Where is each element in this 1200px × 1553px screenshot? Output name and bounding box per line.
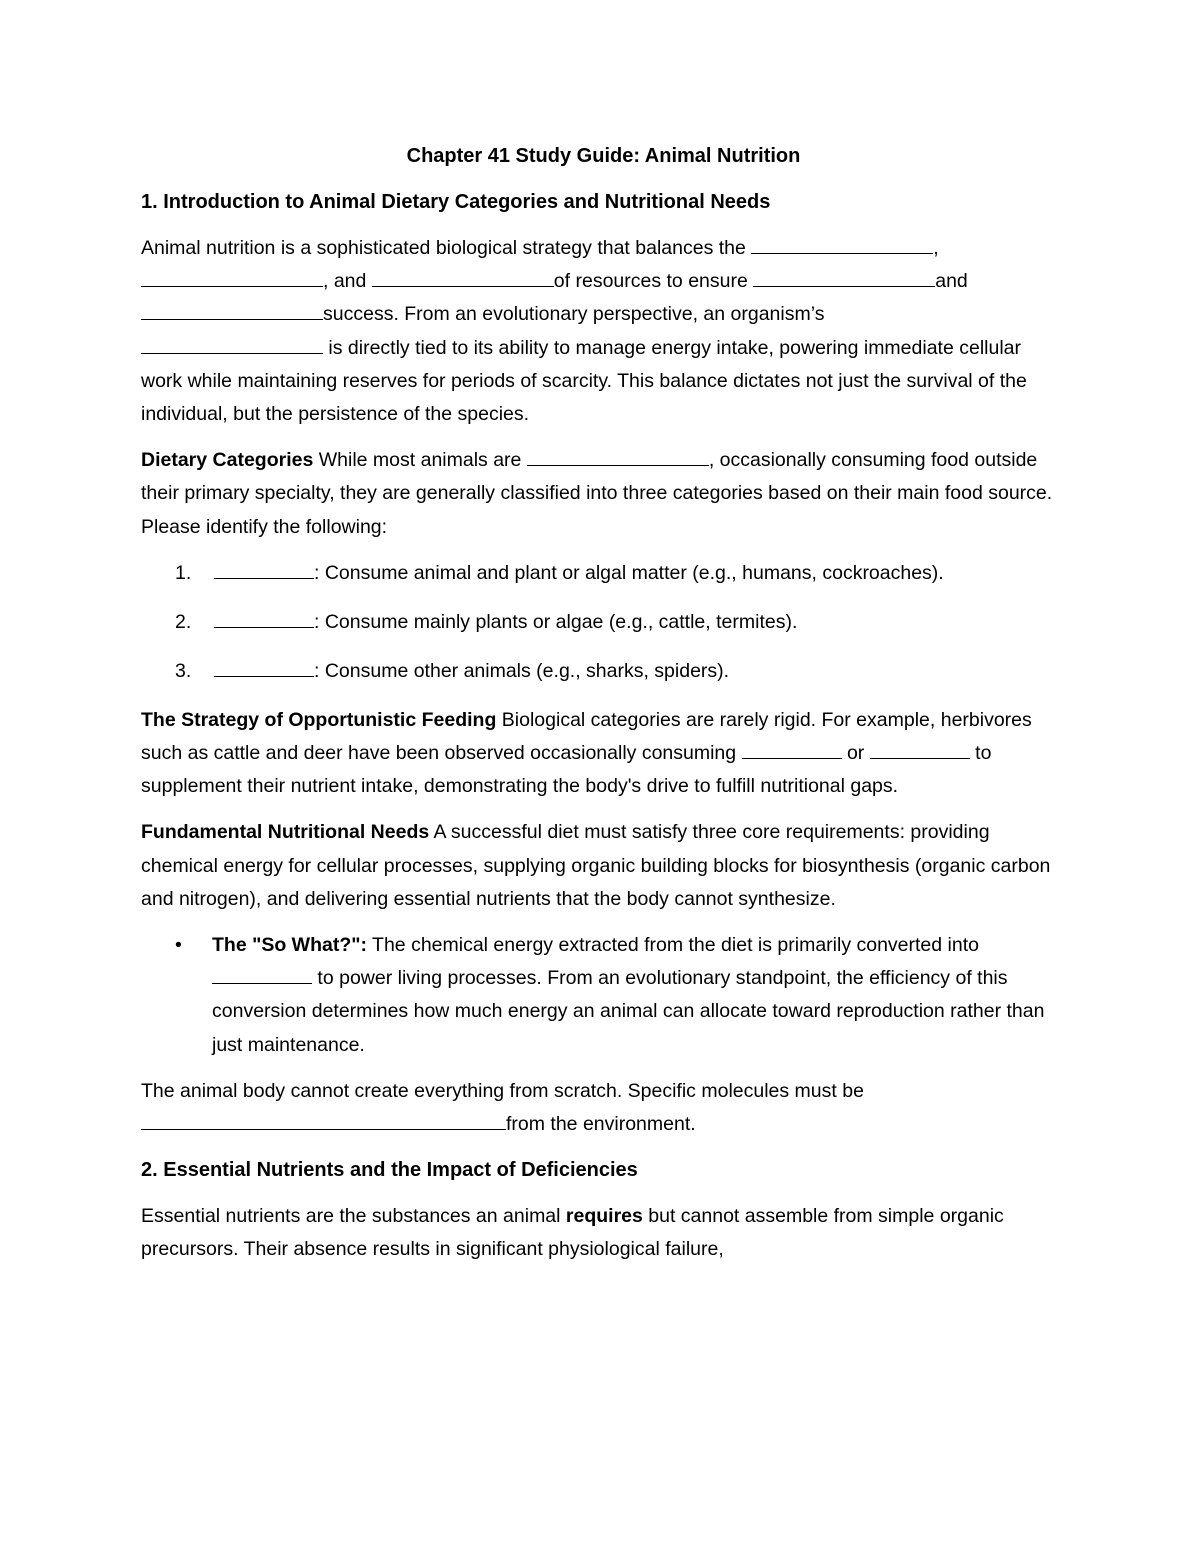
section-1-heading: 1. Introduction to Animal Dietary Categories and Nutritional Needs (141, 191, 771, 213)
fill-in-blank[interactable] (141, 299, 323, 320)
fill-in-blank[interactable] (212, 963, 312, 984)
opportunistic-feeding-label: The Strategy of Opportunistic Feeding (141, 708, 497, 731)
fill-in-blank[interactable] (527, 445, 709, 466)
fill-in-blank[interactable] (141, 332, 323, 353)
fill-in-blank[interactable] (214, 655, 314, 676)
fill-in-blank[interactable] (870, 738, 970, 759)
fill-in-blank[interactable] (141, 1109, 506, 1130)
essential-nutrients-paragraph: Essential nutrients are the substances an animal requires but cannot assemble from simple organic precursors. Their absence results in significant physiological failure, (141, 1205, 1004, 1261)
dietary-categories-paragraph: Dietary Categories While most animals are , occasionally consuming food outside their primary specialty, they are generally classified into three categories based on their main food source. Please identify the following: (141, 444, 1066, 544)
fill-in-blank[interactable] (742, 738, 842, 759)
document-title: Chapter 41 Study Guide: Animal Nutrition (406, 145, 801, 167)
fundamental-needs-label: Fundamental Nutritional Needs (141, 821, 430, 844)
fill-in-blank[interactable] (753, 266, 935, 287)
opportunistic-feeding-paragraph: The Strategy of Opportunistic Feeding Biological categories are rarely rigid. For example, herbivores such as cattle and deer have been observed occasionally consuming or to supplement their nutrient intake, demonstrating the body's drive to fulfill nutritional gaps. (141, 708, 1032, 798)
fill-in-blank[interactable] (751, 233, 933, 254)
document-content (141, 138, 1066, 1280)
bullet-icon: • (175, 934, 182, 957)
dietary-categories-label: Dietary Categories (141, 449, 314, 472)
intro-paragraph: Animal nutrition is a sophisticated biological strategy that balances the , , and of resources to ensure and success. From an evolutionary perspective, an organism’s is directly tied to its ability to manage energy intake, powering immediate cellular work while maintaining reserves for periods of scarcity. This balance dictates not just the survival of the individual, but the persistence of the species. (141, 232, 1066, 431)
scratch-paragraph: The animal body cannot create everything from scratch. Specific molecules must be from the environment. (141, 1079, 864, 1136)
list-item: 2. : Consume mainly plants or algae (e.g., cattle, termites). (141, 606, 1066, 639)
list-item: 3. : Consume other animals (e.g., sharks, spiders). (141, 655, 1066, 688)
section-2-heading: 2. Essential Nutrients and the Impact of Deficiencies (141, 1159, 638, 1182)
fundamental-needs-paragraph: Fundamental Nutritional Needs A successful diet must satisfy three core requirements: providing chemical energy for cellular processes, supplying organic building blocks for biosynthesis (organic carbon and nitrogen), and delivering essential nutrients that the body cannot synthesize. (141, 821, 1051, 910)
fill-in-blank[interactable] (372, 266, 554, 287)
dietary-categories-list (141, 557, 1066, 688)
list-item: • The "So What?": The chemical energy extracted from the diet is primarily converted into to power living processes. From an evolutionary standpoint, the efficiency of this conversion determines how much energy an animal can allocate toward reproduction rather than just maintenance. (141, 929, 1066, 1062)
fill-in-blank[interactable] (214, 606, 314, 627)
so-what-list (141, 929, 1066, 1062)
list-item: 1. : Consume animal and plant or algal matter (e.g., humans, cockroaches). (141, 557, 1066, 590)
fill-in-blank[interactable] (214, 557, 314, 578)
fill-in-blank[interactable] (141, 266, 323, 287)
